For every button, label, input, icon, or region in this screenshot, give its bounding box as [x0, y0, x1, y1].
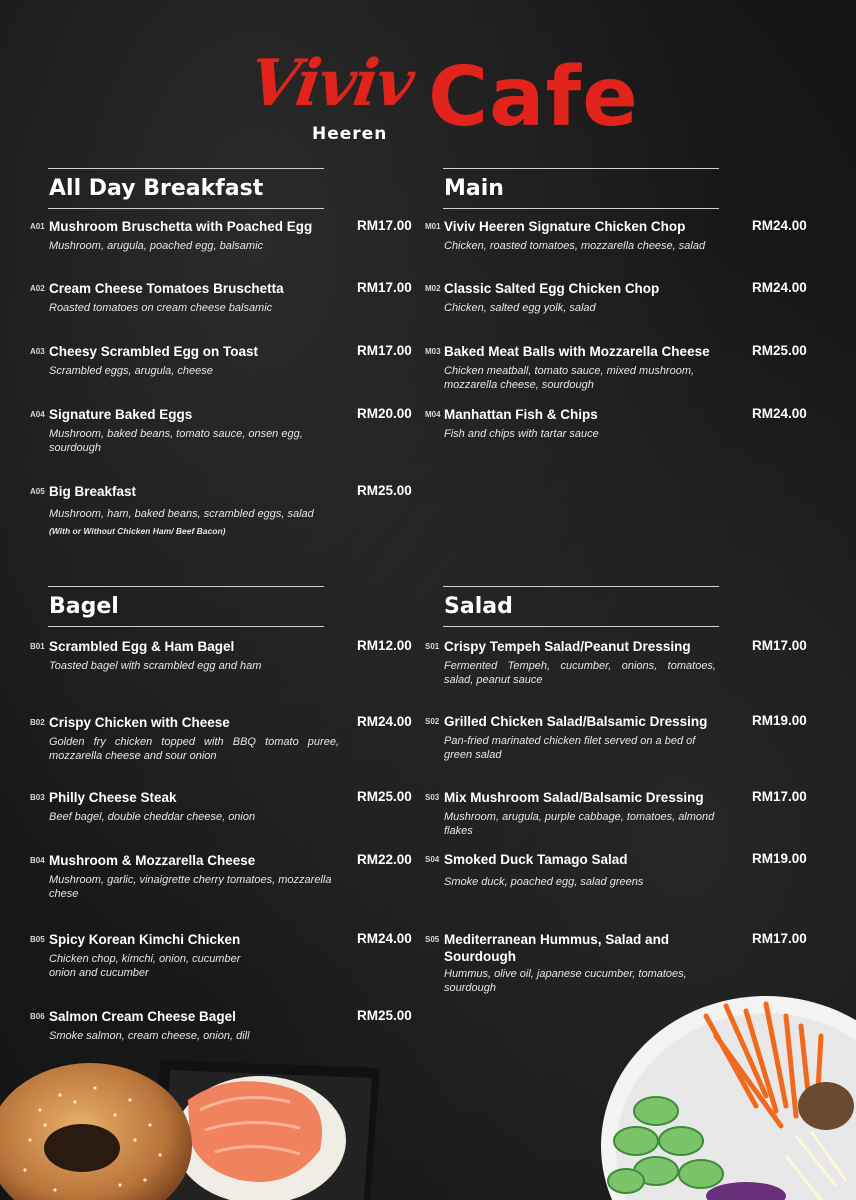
item-description: Scrambled eggs, arugula, cheese [49, 365, 213, 377]
item-price: RM17.00 [357, 280, 412, 295]
item-price: RM25.00 [357, 1008, 412, 1023]
item-name: Classic Salted Egg Chicken Chop [444, 281, 660, 296]
item-name: Crispy Tempeh Salad/Peanut Dressing [444, 639, 691, 654]
item-price: RM25.00 [357, 789, 412, 804]
item-description: Mushroom, arugula, purple cabbage, tomatoes, almond flakes [444, 811, 715, 837]
item-price: RM24.00 [752, 406, 807, 421]
item-code: B01 [30, 642, 45, 651]
item-code: A02 [30, 284, 45, 293]
divider [443, 626, 719, 627]
item-price: RM19.00 [752, 851, 807, 866]
divider [443, 208, 719, 209]
item-code: M04 [425, 410, 441, 419]
divider [48, 208, 324, 209]
item-name: Mushroom Bruschetta with Poached Egg [49, 219, 313, 234]
section-main [425, 168, 815, 440]
item-price: RM19.00 [752, 713, 807, 728]
item-code: S03 [425, 793, 440, 802]
item-price: RM24.00 [752, 218, 807, 233]
item-price: RM17.00 [752, 931, 807, 946]
item-description: Chicken meatball, tomato sauce, mixed mushroom, mozzarella cheese, sourdough [444, 365, 695, 391]
section-title: Main [444, 176, 504, 201]
item-description: Mushroom, arugula, poached egg, balsamic [49, 240, 264, 252]
item-code: M03 [425, 347, 441, 356]
item-name: Philly Cheese Steak [49, 790, 177, 805]
item-description: Toasted bagel with scrambled egg and ham [49, 660, 262, 672]
item-name: Spicy Korean Kimchi Chicken [49, 932, 241, 947]
item-price: RM25.00 [752, 343, 807, 358]
item-code: B04 [30, 856, 45, 865]
item-name: Mix Mushroom Salad/Balsamic Dressing [444, 790, 704, 805]
divider [48, 168, 324, 169]
item-name: Viviv Heeren Signature Chicken Chop [444, 219, 686, 234]
logo-script-text: Viviv [244, 46, 417, 121]
divider [48, 626, 324, 627]
item-price: RM22.00 [357, 852, 412, 867]
item-name: Scrambled Egg & Ham Bagel [49, 639, 235, 654]
item-description: Fermented Tempeh, cucumber, onions, tomatoes, salad, peanut sauce [444, 660, 716, 686]
divider [443, 168, 719, 169]
item-code: A04 [30, 410, 45, 419]
section-header [30, 168, 420, 214]
item-code: S01 [425, 642, 440, 651]
item-code: M02 [425, 284, 441, 293]
item-code: A03 [30, 347, 45, 356]
item-name: Salmon Cream Cheese Bagel [49, 1009, 236, 1024]
item-description: Mushroom, ham, baked beans, scrambled eggs, salad [49, 508, 314, 520]
item-price: RM25.00 [357, 483, 412, 498]
section-header [425, 586, 815, 632]
item-code: B05 [30, 935, 45, 944]
item-description: Mushroom, garlic, vinaigrette cherry tomatoes, mozzarella chese [49, 874, 332, 900]
item-price: RM17.00 [357, 343, 412, 358]
item-description: Chicken chop, kimchi, onion, cucumber onion and cucumber [49, 953, 241, 979]
item-price: RM24.00 [357, 931, 412, 946]
item-price: RM24.00 [752, 280, 807, 295]
item-code: B06 [30, 1012, 45, 1021]
item-name: Cheesy Scrambled Egg on Toast [49, 344, 259, 359]
item-description: Smoke salmon, cream cheese, onion, dill [49, 1030, 250, 1042]
item-description: Pan-fried marinated chicken filet served on a bed of green salad [444, 735, 696, 761]
section-header [425, 168, 815, 214]
item-description: Beef bagel, double cheddar cheese, onion [49, 811, 256, 823]
salad-bowl-photo [596, 996, 856, 1200]
item-description: Mushroom, baked beans, tomato sauce, onsen egg, sourdough [49, 428, 303, 454]
item-code: M01 [425, 222, 441, 231]
logo-cafe-text: Cafe [428, 50, 639, 145]
item-name: Mediterranean Hummus, Salad and Sourdough [444, 932, 670, 964]
divider [443, 586, 719, 587]
item-code: A01 [30, 222, 45, 231]
item-description: Golden fry chicken topped with BBQ tomato puree, mozzarella cheese and sour onion [49, 736, 339, 762]
item-name: Crispy Chicken with Cheese [49, 715, 230, 730]
item-name: Grilled Chicken Salad/Balsamic Dressing [444, 714, 708, 729]
item-price: RM17.00 [752, 638, 807, 653]
item-price: RM24.00 [357, 714, 412, 729]
item-description: Fish and chips with tartar sauce [444, 428, 599, 440]
item-name: Smoked Duck Tamago Salad [444, 852, 628, 867]
item-code: A05 [30, 487, 45, 496]
divider [48, 586, 324, 587]
item-description: Hummus, olive oil, japanese cucumber, tomatoes, sourdough [444, 968, 687, 994]
item-description: Roasted tomatoes on cream cheese balsamic [49, 302, 273, 314]
section-bagel [30, 586, 420, 1042]
item-description: Chicken, roasted tomatoes, mozzarella cheese, salad [444, 240, 706, 252]
item-code: S02 [425, 717, 440, 726]
item-name: Mushroom & Mozzarella Cheese [49, 853, 256, 868]
section-title: Salad [444, 594, 513, 619]
item-code: S04 [425, 855, 440, 864]
section-salad [425, 586, 815, 994]
item-description: Chicken, salted egg yolk, salad [444, 302, 596, 314]
item-code: B02 [30, 718, 45, 727]
item-name: Big Breakfast [49, 484, 137, 499]
cafe-logo [0, 36, 856, 156]
item-note: (With or Without Chicken Ham/ Beef Bacon) [49, 526, 226, 536]
item-name: Signature Baked Eggs [49, 407, 193, 422]
item-code: B03 [30, 793, 45, 802]
item-price: RM20.00 [357, 406, 412, 421]
item-price: RM17.00 [752, 789, 807, 804]
item-name: Baked Meat Balls with Mozzarella Cheese [444, 344, 710, 359]
section-header [30, 586, 420, 632]
item-name: Manhattan Fish & Chips [444, 407, 598, 422]
item-price: RM17.00 [357, 218, 412, 233]
section-title: All Day Breakfast [49, 176, 264, 201]
item-description: Smoke duck, poached egg, salad greens [444, 876, 644, 888]
item-code: S05 [425, 935, 440, 944]
section-title: Bagel [49, 594, 119, 619]
item-price: RM12.00 [357, 638, 412, 653]
section-breakfast [30, 168, 420, 536]
logo-sub-text: Heeren [312, 124, 388, 144]
item-name: Cream Cheese Tomatoes Bruschetta [49, 281, 284, 296]
bagel-salmon-photo [0, 1040, 380, 1200]
